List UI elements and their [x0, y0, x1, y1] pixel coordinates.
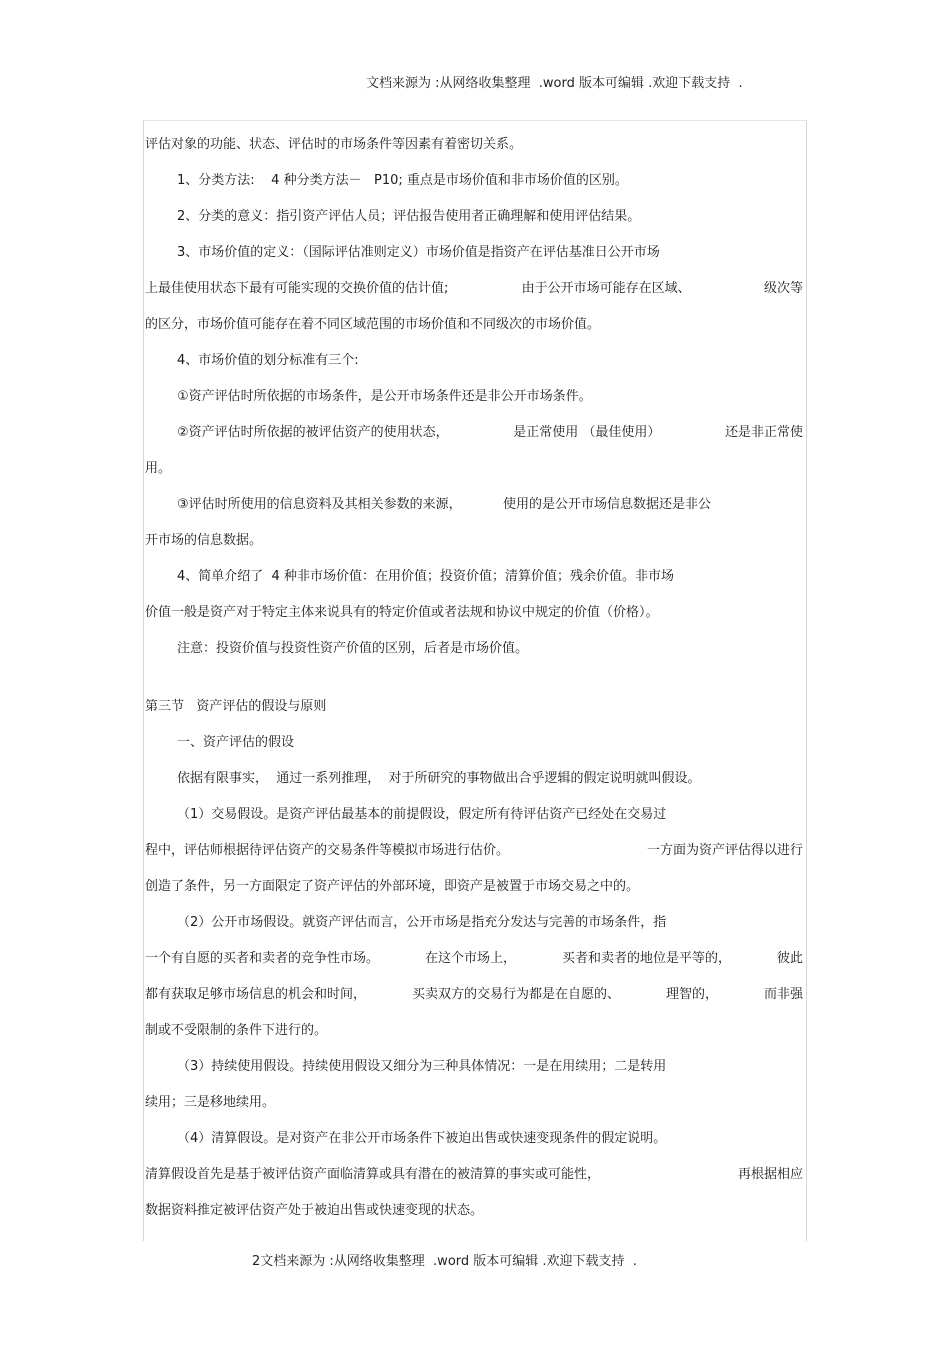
paragraph-line: 用。	[145, 461, 172, 476]
page-header: 文档来源为 :从网络收集整理 .word 版本可编辑 .欢迎下载支持 .	[366, 76, 743, 91]
paragraph-line	[145, 1157, 803, 1193]
paragraph-line: 评估对象的功能、状态、评估时的市场条件等因素有着密切关系。	[145, 137, 523, 152]
paragraph-line	[145, 941, 803, 977]
text-segment: 是正常使用 （最佳使用）	[513, 425, 661, 440]
text-segment: 上最佳使用状态下最有可能实现的交换价值的估计值;	[145, 281, 449, 296]
paragraph-line: 价值一般是资产对于特定主体来说具有的特定价值或者法规和协议中规定的价值（价格）。	[145, 605, 659, 620]
paragraph-line	[145, 487, 803, 523]
paragraph-line	[145, 271, 803, 307]
paragraph-line: 依据有限事实， 通过一系列推理， 对于所研究的事物做出合乎逻辑的假定说明就叫假设。	[177, 771, 701, 786]
text-segment: ③评估时所使用的信息资料及其相关参数的来源，	[177, 497, 462, 512]
text-segment: 清算假设首先是基于被评估资产面临清算或具有潜在的被清算的事实或可能性，	[145, 1167, 601, 1182]
paragraph-line	[145, 833, 803, 869]
paragraph-line: 创造了条件，另一方面限定了资产评估的外部环境，即资产是被置于市场交易之中的。	[145, 879, 640, 894]
paragraph-line: （3）持续使用假设。持续使用假设又细分为三种具体情况：一是在用续用；二是转用	[177, 1059, 667, 1074]
document-body	[145, 127, 803, 1229]
paragraph-line: （4）清算假设。是对资产在非公开市场条件下被迫出售或快速变现条件的假定说明。	[177, 1131, 667, 1146]
paragraph-line	[145, 977, 803, 1013]
subsection-heading: 一、资产评估的假设	[177, 735, 295, 750]
text-segment: 买者和卖者的地位是平等的，	[561, 951, 731, 966]
paragraph-line	[145, 415, 803, 451]
text-segment: 而非强	[763, 987, 803, 1002]
text-segment: 理智的，	[665, 987, 718, 1002]
text-segment: 买卖双方的交易行为都是在自愿的、	[411, 987, 620, 1002]
paragraph-line: 的区分，市场价值可能存在着不同区域范围的市场价值和不同级次的市场价值。	[145, 317, 601, 332]
text-segment: 彼此	[776, 951, 803, 966]
paragraph-line: 3、市场价值的定义：（国际评估准则定义）市场价值是指资产在评估基准日公开市场	[177, 245, 660, 260]
paragraph-line: 制或不受限制的条件下进行的。	[145, 1023, 328, 1038]
text-segment: 一方面为资产评估得以进行	[646, 843, 803, 858]
paragraph-line: 数据资料推定被评估资产处于被迫出售或快速变现的状态。	[145, 1203, 484, 1218]
paragraph-line: 注意：投资价值与投资性资产价值的区别，后者是市场价值。	[177, 641, 529, 656]
text-segment: 一个有自愿的买者和卖者的竞争性市场。	[145, 951, 380, 966]
paragraph-line: （2）公开市场假设。就资产评估而言，公开市场是指充分发达与完善的市场条件，指	[177, 915, 667, 930]
text-segment: 程中，评估师根据待评估资产的交易条件等模拟市场进行估价。	[145, 843, 510, 858]
text-segment: 由于公开市场可能存在区域、	[521, 281, 691, 296]
section-heading: 第三节 资产评估的假设与原则	[145, 699, 327, 714]
text-segment: 级次等	[763, 281, 803, 296]
page-footer: 2文档来源为 :从网络收集整理 .word 版本可编辑 .欢迎下载支持 .	[252, 1254, 637, 1269]
text-segment: 在这个市场上，	[424, 951, 516, 966]
paragraph-line: 续用；三是移地续用。	[145, 1095, 276, 1110]
paragraph-line: 2、分类的意义：指引资产评估人员；评估报告使用者正确理解和使用评估结果。	[177, 209, 641, 224]
paragraph-line: 4、简单介绍了 4 种非市场价值：在用价值；投资价值；清算价值；残余价值。非市场	[177, 569, 674, 584]
paragraph-line: 开市场的信息数据。	[145, 533, 263, 548]
text-segment: 还是非正常使	[724, 425, 803, 440]
text-segment: 再根据相应	[737, 1167, 803, 1182]
text-segment: ②资产评估时所依据的被评估资产的使用状态，	[177, 425, 449, 440]
text-segment: 使用的是公开市场信息数据还是非公	[502, 497, 711, 512]
paragraph-line: 4、市场价值的划分标准有三个:	[177, 353, 359, 368]
paragraph-line: ①资产评估时所依据的市场条件，是公开市场条件还是非公开市场条件。	[177, 389, 592, 404]
paragraph-line: 1、分类方法: 4 种分类方法－ P10; 重点是市场价值和非市场价值的区别。	[177, 173, 628, 188]
paragraph-line: （1）交易假设。是资产评估最基本的前提假设，假定所有待评估资产已经处在交易过	[177, 807, 667, 822]
text-segment: 都有获取足够市场信息的机会和时间，	[145, 987, 367, 1002]
